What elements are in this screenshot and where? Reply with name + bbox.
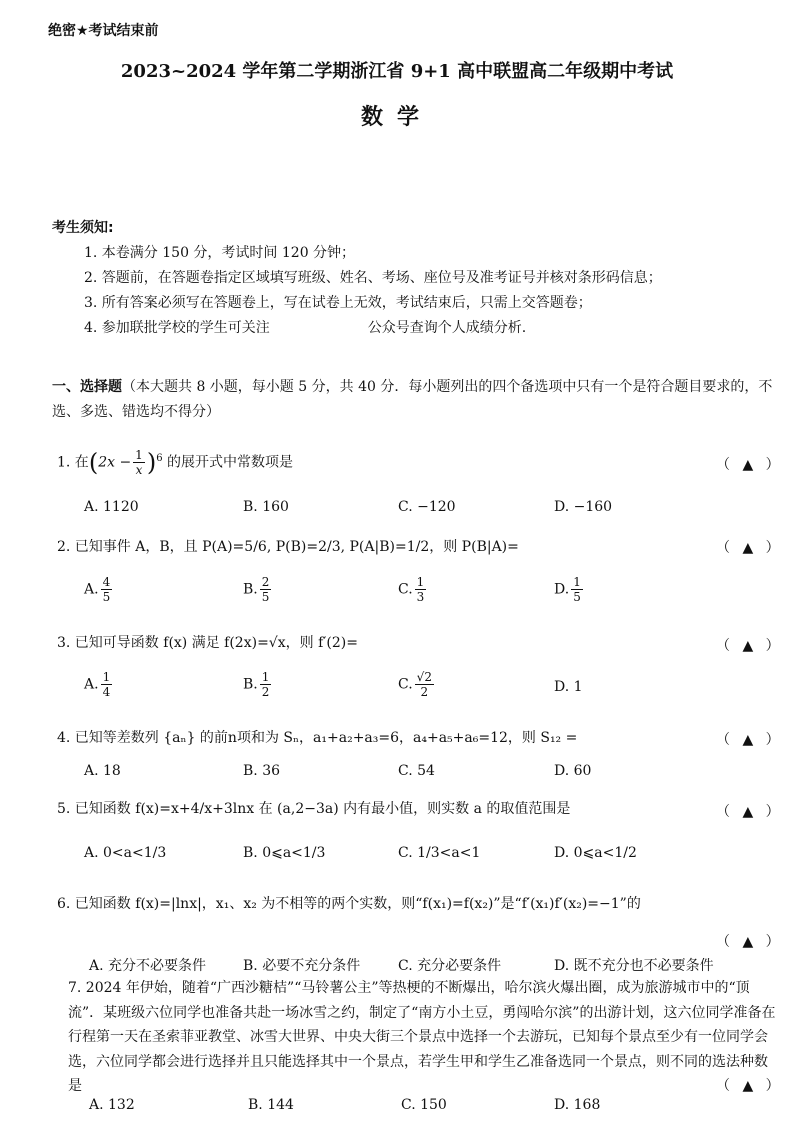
exam-title: 2023~2024 学年第二学期浙江省 9+1 高中联盟高二年级期中考试 [120, 61, 674, 82]
option-a: A. 18 [84, 763, 121, 779]
notice-heading: 考生须知: [52, 220, 114, 236]
answer-placeholder: （ ▲ ） [716, 457, 784, 473]
option-b: B. 160 [243, 499, 289, 515]
option-b: B. 36 [243, 763, 281, 779]
option-d: D. 60 [554, 763, 592, 779]
section-intro [52, 375, 782, 425]
option-a: A. $\frac{1}{4}$ [84, 670, 111, 699]
option-b: B. $\frac{1}{2}$ [243, 670, 270, 699]
formula-paren-open: ( [88, 448, 99, 477]
answer-placeholder: （ ▲ ） [716, 934, 784, 950]
notice-item: 2. 答题前，在答题卷指定区域填写班级、姓名、考场、座位号及准考证号并核对条形码信息； [84, 270, 662, 286]
question-1 [57, 448, 293, 477]
option-c: C. −120 [398, 499, 456, 515]
notice-item: 4. 参加联批学校的学生可关注 公众号查询个人成绩分析. [84, 320, 527, 336]
option-c: C. 54 [398, 763, 435, 779]
option-a: A. 1120 [84, 499, 139, 515]
subject-title: 数学 [360, 104, 433, 130]
option-d: D. 0⩽a<1/2 [554, 845, 637, 861]
formula-paren-close: ) [146, 448, 157, 477]
question-6: 6. 已知函数 f(x)=|lnx|，x₁、x₂ 为不相等的两个实数，则“f(x₁)=f(x₂)”是“f′(x₁)f′(x₂)=−1”的 [57, 896, 641, 912]
option-c: C. 1/3<a<1 [398, 845, 481, 861]
option-d: D. 168 [554, 1097, 601, 1113]
option-a: A. 0<a<1/3 [84, 845, 167, 861]
answer-placeholder: （ ▲ ） [716, 638, 784, 654]
notice-item: 3. 所有答案必须写在答题卷上，写在试卷上无效，考试结束后，只需上交答题卷； [84, 295, 592, 311]
question-3: 3. 已知可导函数 f(x) 满足 f(2x)=√x，则 f′(2)= [57, 635, 358, 651]
option-b: B. $\frac{2}{5}$ [243, 575, 270, 604]
answer-placeholder: （ ▲ ） [716, 804, 784, 820]
option-a: A. 充分不必要条件 [89, 958, 207, 974]
notice-item: 1. 本卷满分 150 分，考试时间 120 分钟； [84, 245, 356, 261]
question-2: 2. 已知事件 A，B，且 P(A)=5/6, P(B)=2/3, P(A|B)=1/2，则 P(B|A)= [57, 539, 519, 555]
option-c: C. 充分必要条件 [398, 958, 502, 974]
option-d: D. $\frac{1}{5}$ [554, 575, 581, 604]
section-description: （本大题共 8 小题，每小题 5 分，共 40 分．每小题列出的四个备选项中只有一个是符合题目要求的，不选、多选、错选均不得分） [52, 379, 773, 420]
question-7: 7. 2024 年伊始，随着“广西沙糖桔”“马铃薯公主”等热梗的不断爆出，哈尔滨火爆出圈，成为旅游城市中的“顶流”．某班级六位同学也准备共赴一场冰雪之约，制定了“南方小土豆，勇闯哈尔滨”的出游计划，这六位同学准备在行程第一天在圣索菲亚教堂、冰雪大世界、中央大街三个景点中选择一个去游玩，已知每个景点至少有一位同学会选，六位同学都会进行选择并且只能选择其中一个景点，若学生甲和学生乙准备选同一个景点，则不同的选法种数是 [68, 980, 776, 1094]
confidential-label: 绝密★考试结束前 [48, 23, 159, 39]
question-5: 5. 已知函数 f(x)=x+4/x+3lnx 在 (a,2−3a) 内有最小值，则实数 a 的取值范围是 [57, 801, 571, 817]
option-b: B. 0⩽a<1/3 [243, 845, 326, 861]
option-c: C. $\frac{1}{3}$ [398, 575, 425, 604]
option-c: C. $\frac{√2}{2}$ [398, 670, 432, 699]
option-d: D. 既不充分也不必要条件 [554, 958, 714, 974]
question-1-lead: 1. 在 [57, 454, 89, 471]
answer-placeholder: （ ▲ ） [716, 540, 784, 556]
option-b: B. 144 [248, 1097, 294, 1113]
option-c: C. 150 [401, 1097, 447, 1113]
option-d: D. 1 [554, 679, 583, 695]
answer-placeholder: （ ▲ ） [716, 732, 784, 748]
fraction: $\frac{1}{x}$ [135, 448, 143, 477]
formula-exponent: 6 [156, 452, 163, 464]
question-1-text: 的展开式中常数项是 [167, 454, 294, 471]
option-b: B. 必要不充分条件 [243, 958, 361, 974]
option-a: A. 132 [89, 1097, 135, 1113]
option-d: D. −160 [554, 499, 613, 515]
option-a: A. $\frac{4}{5}$ [84, 575, 111, 604]
formula-term: 2x − [98, 454, 132, 471]
section-heading: 一、选择题 [52, 379, 122, 395]
question-4: 4. 已知等差数列 {aₙ} 的前n项和为 Sₙ，a₁+a₂+a₃=6，a₄+a₅+a₆=12，则 S₁₂ = [57, 730, 578, 746]
answer-placeholder: （ ▲ ） [716, 1078, 784, 1094]
